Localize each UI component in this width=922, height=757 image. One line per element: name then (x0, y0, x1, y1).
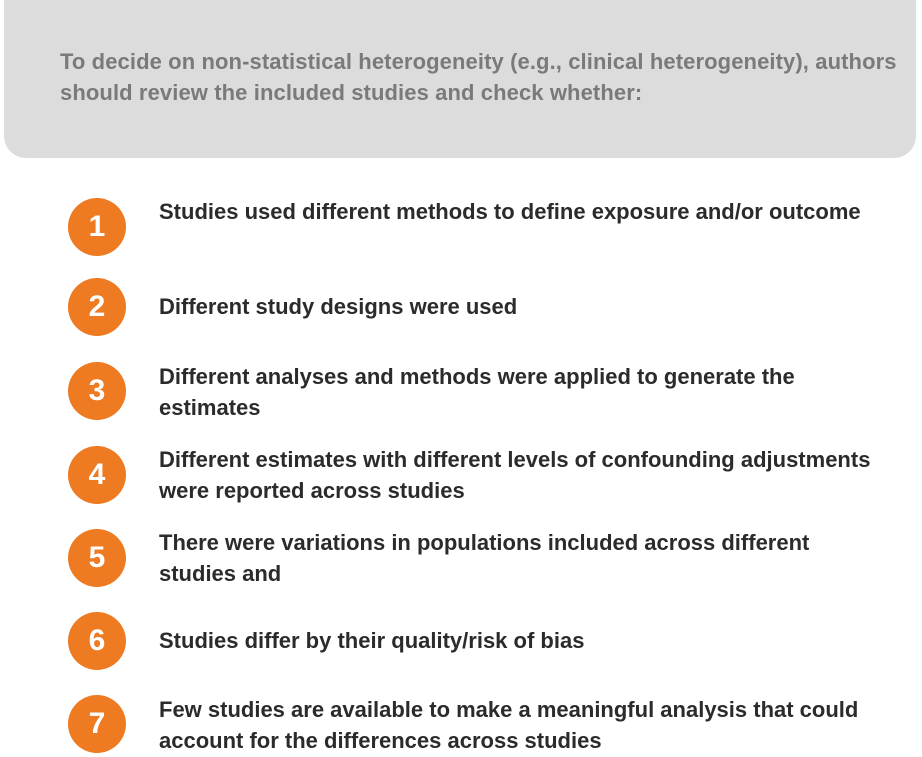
item-text: Different estimates with different levels of confounding adjustments were reported across studies (159, 447, 871, 503)
number-badge: 4 (68, 446, 126, 504)
item-text: There were variations in populations included across different studies and (159, 530, 810, 586)
item-text: Studies differ by their quality/risk of bias (159, 628, 585, 653)
number-badge: 1 (68, 198, 126, 256)
number-badge: 3 (68, 362, 126, 420)
number-badge: 5 (68, 529, 126, 587)
item-text: Different study designs were used (159, 294, 518, 319)
number-badge: 2 (68, 278, 126, 336)
number-badge: 7 (68, 695, 126, 753)
header-text: To decide on non-statistical heterogeneity (e.g., clinical heterogeneity), authors should review the included studies and check whether: (60, 49, 897, 105)
item-text: Different analyses and methods were applied to generate the estimates (159, 364, 795, 420)
item-text: Few studies are available to make a meaningful analysis that could account for the differences across studies (159, 697, 859, 753)
number-badge: 6 (68, 612, 126, 670)
item-text: Studies used different methods to define exposure and/or outcome (159, 199, 861, 224)
